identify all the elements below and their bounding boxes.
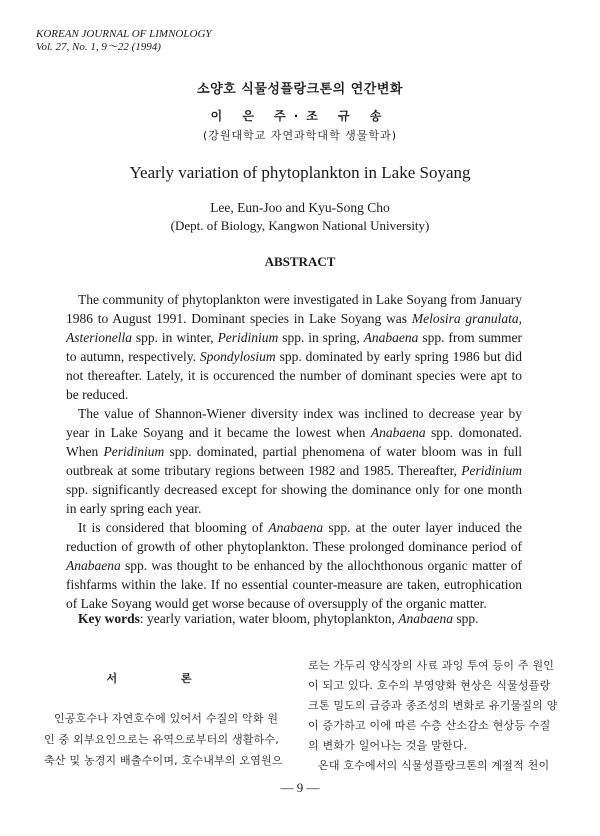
english-title: Yearly variation of phytoplankton in Lake Soyang: [129, 163, 471, 182]
intro-heading: 서 론: [106, 672, 222, 685]
intro-right-paragraph-2: 온대 호수에서의 식물성플랑크톤의 계절적 천이: [318, 759, 550, 772]
keywords-end: spp.: [452, 611, 479, 626]
journal-volume: Vol. 27, No. 1, 9～22 (1994): [36, 41, 161, 53]
page-number: — 9 —: [280, 780, 320, 795]
text-run: The community of phytoplankton were investigated in Lake Soyang from January 1986 to August 1991. Dominant species in Lake Soyang was: [66, 292, 522, 326]
species-name: Spondylosium: [199, 349, 276, 364]
text-run: spp. domonated. When: [66, 425, 522, 459]
english-authors: Lee, Eun-Joo and Kyu-Song Cho: [210, 200, 390, 215]
text-run: The value of Shannon-Wiener diversity index was inclined to decrease year by year in Lake Soyang and it became the lowest when: [66, 406, 522, 440]
species-name: Anabaena: [363, 330, 419, 345]
korean-authors: 이 은 주·조 규 송: [210, 109, 390, 123]
text-run: spp. in winter,: [132, 330, 218, 345]
keywords-species: Anabaena: [398, 611, 453, 626]
abstract-paragraph-3: [66, 518, 522, 613]
species-name: Anabaena: [66, 558, 121, 573]
keywords: [78, 609, 478, 628]
korean-affiliation: (강원대학교 자연과학대학 생물학과): [203, 129, 397, 142]
intro-right-paragraph-1: 로는 가두리 양식장의 사료 과잉 투여 등이 주 원인이 되고 있다. 호수의 부영양화 현상은 식물성플랑크톤 밀도의 급증과 종조성의 변화로 유기물질의 양이 증가하고 이에 따른 수층 산소감소 현상등 수질의 변화가 일어나는 것을 말한다.: [308, 659, 558, 752]
keywords-separator: :: [139, 611, 148, 626]
text-run: spp. at the outer layer induced the reduction of growth of other phytoplankton. These prolonged dominance period of: [66, 520, 523, 554]
text-run: spp. dominated, partial phenomena of water bloom was in full outbreak at some tributary regions between 1982 and 1985. Thereafter,: [66, 444, 523, 478]
abstract-heading: ABSTRACT: [264, 254, 336, 269]
abstract-paragraph-2: [66, 404, 522, 518]
species-name: Anabaena: [268, 520, 324, 535]
abstract-body: [66, 290, 522, 613]
species-name: Melosira granulata, Asterionella: [66, 311, 522, 345]
text-run: spp. significantly decreased except for showing the dominance only for one month in early spring each year.: [66, 482, 522, 516]
keywords-label: Key words: [78, 611, 140, 626]
journal-name: KOREAN JOURNAL OF LIMNOLOGY: [36, 28, 212, 40]
species-name: Peridinium: [461, 463, 522, 478]
species-name: Peridinium: [103, 444, 165, 459]
intro-right-column: [308, 656, 558, 776]
intro-left-column: [44, 662, 284, 771]
text-run: spp. from summer to autumn, respectively.: [66, 330, 522, 364]
intro-left-text: 인공호수나 자연호수에 있어서 수질의 악화 원인 중 외부요인으로는 유역으로부터의 생활하수, 축산 및 농경지 배출수이며, 호수내부의 오염원으: [44, 712, 283, 767]
text-run: It is considered that blooming of: [78, 520, 269, 535]
keywords-text: yearly variation, water bloom, phytoplankton,: [147, 611, 399, 626]
text-run: spp. was thought to be enhanced by the allochthonous organic matter of fishfarms within the lake. If no essential counter-measure are taken, eutrophication of Lake Soyang would get worse because of oversupply of the organic matter.: [66, 558, 522, 611]
journal-header: [36, 28, 212, 54]
abstract-paragraph-1: [66, 290, 522, 404]
species-name: Peridinium: [217, 330, 279, 345]
english-affiliation: (Dept. of Biology, Kangwon National University): [170, 218, 430, 233]
species-name: Anabaena: [370, 425, 426, 440]
korean-title: 소양호 식물성플랑크톤의 연간변화: [197, 82, 403, 97]
text-run: spp. dominated by early spring 1986 but did not thereafter. Lately, it is occurenced the number of dominant species were apt to be reduced.: [66, 349, 522, 402]
text-run: spp. in spring,: [278, 330, 364, 345]
